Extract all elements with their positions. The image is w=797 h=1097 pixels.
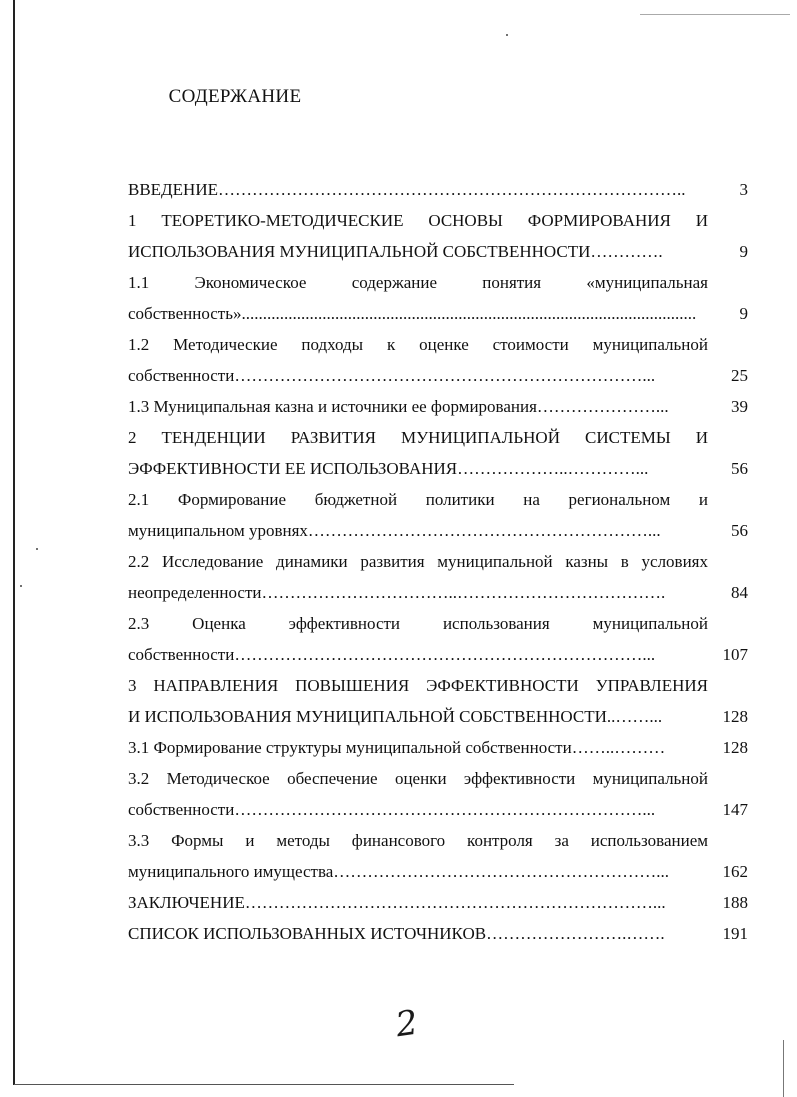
toc-line: [128, 701, 748, 732]
toc-line: [128, 577, 748, 608]
toc-line: [128, 484, 748, 515]
toc-text: И ИСПОЛЬЗОВАНИЯ МУНИЦИПАЛЬНОЙ СОБСТВЕННОСТИ..……...: [128, 707, 663, 726]
toc-text: СПИСОК ИСПОЛЬЗОВАННЫХ ИСТОЧНИКОВ…………………….…….: [128, 924, 665, 943]
toc-line: [128, 360, 748, 391]
toc-page-number: 9: [739, 304, 748, 323]
toc-line: [128, 329, 748, 360]
toc-entry: [128, 763, 748, 825]
scan-speck: [36, 548, 38, 550]
toc-page-number: 3: [739, 180, 748, 199]
toc-text: 2.3 Оценка эффективности использования муниципальной: [128, 614, 708, 633]
toc-line: [128, 267, 748, 298]
toc-line: [128, 546, 748, 577]
toc-line: [128, 422, 748, 453]
toc-text: собственности………………………………………………………………...: [128, 800, 656, 819]
toc-line: [128, 794, 748, 825]
toc-line: [128, 515, 748, 546]
toc-line: [128, 298, 748, 329]
toc-entry: [128, 422, 748, 484]
toc-page-number: 107: [722, 645, 748, 664]
toc-line: [128, 236, 748, 267]
toc-entry: [128, 174, 748, 205]
toc-page-number: 56: [731, 459, 748, 478]
toc-page-number: 25: [731, 366, 748, 385]
scan-edge-left: [13, 0, 15, 1085]
toc-page-number: 84: [731, 583, 748, 602]
handwritten-page-number: 2: [393, 1002, 421, 1046]
toc-text: собственности………………………………………………………………...: [128, 645, 656, 664]
scan-edge-bottom: [14, 1084, 514, 1085]
toc-page-number: 147: [722, 800, 748, 819]
toc-line: [128, 453, 748, 484]
toc-text: 1.2 Методические подходы к оценке стоимости муниципальной: [128, 335, 708, 354]
toc-text: собственности………………………………………………………………...: [128, 366, 656, 385]
toc-line: [128, 918, 748, 949]
toc-text: 3 НАПРАВЛЕНИЯ ПОВЫШЕНИЯ ЭФФЕКТИВНОСТИ УПРАВЛЕНИЯ: [128, 676, 708, 695]
toc-entry: [128, 918, 748, 949]
toc-entry: [128, 546, 748, 608]
toc-line: [128, 174, 748, 205]
scan-edge-right: [783, 1040, 784, 1097]
toc-entry: [128, 608, 748, 670]
toc-entry: [128, 484, 748, 546]
toc-text: 3.3 Формы и методы финансового контроля за использованием: [128, 831, 708, 850]
toc-entry: [128, 887, 748, 918]
toc-text: 3.2 Методическое обеспечение оценки эффективности муниципальной: [128, 769, 708, 788]
toc-page-number: 191: [722, 924, 748, 943]
toc-text: неопределенности……………………………..……………………………….: [128, 583, 666, 602]
toc-line: [128, 205, 748, 236]
toc-page-number: 56: [731, 521, 748, 540]
toc-page-number: 9: [739, 242, 748, 261]
toc-entry: [128, 205, 748, 267]
toc-text: 2 ТЕНДЕНЦИИ РАЗВИТИЯ МУНИЦИПАЛЬНОЙ СИСТЕМЫ И: [128, 428, 708, 447]
scan-speck: [506, 34, 508, 36]
toc-text: 3.1 Формирование структуры муниципальной собственности……..………: [128, 738, 666, 757]
toc-entry: [128, 732, 748, 763]
toc-text: 2.2 Исследование динамики развития муниципальной казны в условиях: [128, 552, 708, 571]
toc-line: [128, 763, 748, 794]
toc-text: ВВЕДЕНИЕ………………………………………………………………………..: [128, 180, 686, 199]
toc-line: [128, 732, 748, 763]
toc-text: ЗАКЛЮЧЕНИЕ………………………………………………………………...: [128, 893, 666, 912]
toc-entry: [128, 670, 748, 732]
toc-text: муниципальном уровнях……………………………………………………...: [128, 521, 661, 540]
toc-entry: [128, 825, 748, 887]
toc-line: [128, 887, 748, 918]
table-of-contents: [128, 174, 748, 949]
toc-page-number: 162: [722, 862, 748, 881]
scan-edge-top: [640, 14, 790, 15]
toc-line: [128, 670, 748, 701]
toc-entry: [128, 329, 748, 391]
toc-line: [128, 639, 748, 670]
page-title: СОДЕРЖАНИЕ: [168, 86, 302, 107]
toc-text: муниципального имущества…………………………………………………...: [128, 862, 670, 881]
toc-page-number: 39: [731, 397, 748, 416]
toc-entry: [128, 267, 748, 329]
toc-text: 1 ТЕОРЕТИКО-МЕТОДИЧЕСКИЕ ОСНОВЫ ФОРМИРОВАНИЯ И: [128, 211, 708, 230]
toc-line: [128, 825, 748, 856]
toc-line: [128, 391, 748, 422]
toc-line: [128, 856, 748, 887]
toc-page-number: 128: [722, 707, 748, 726]
toc-line: [128, 608, 748, 639]
toc-text: 2.1 Формирование бюджетной политики на региональном и: [128, 490, 708, 509]
toc-text: ИСПОЛЬЗОВАНИЯ МУНИЦИПАЛЬНОЙ СОБСТВЕННОСТИ………….: [128, 242, 663, 261]
toc-text: 1.1 Экономическое содержание понятия «муниципальная: [128, 273, 708, 292]
scan-speck: [20, 585, 22, 587]
toc-text: 1.3 Муниципальная казна и источники ее формирования…………………...: [128, 397, 669, 416]
toc-text: собственность»...........................................................................................................: [128, 304, 697, 323]
toc-entry: [128, 391, 748, 422]
toc-page-number: 188: [722, 893, 748, 912]
toc-text: ЭФФЕКТИВНОСТИ ЕЕ ИСПОЛЬЗОВАНИЯ………………..…………...: [128, 459, 649, 478]
toc-page-number: 128: [722, 738, 748, 757]
